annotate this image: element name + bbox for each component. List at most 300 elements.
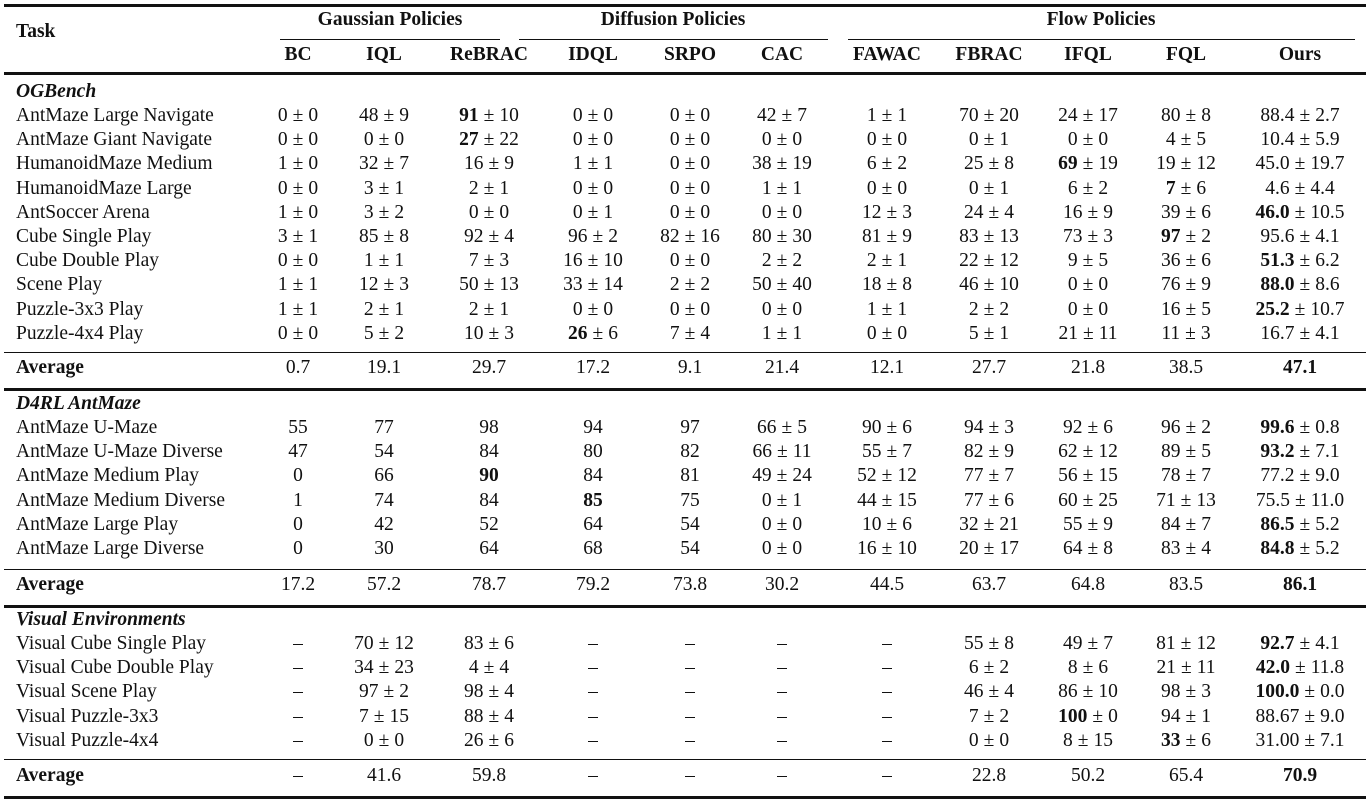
score-mean: 32 [359,153,379,175]
score-std: 11 [1196,657,1216,679]
plus-minus-symbol: ± [1180,177,1192,199]
score-mean: 0 [669,177,680,199]
plus-minus-symbol: ± [684,129,696,151]
score-std: 0 [792,513,803,535]
score-mean: – [882,705,892,727]
plus-minus-symbol: ± [1295,489,1306,511]
score-cell [278,104,318,128]
score-cell [1161,225,1211,249]
score-mean: 66 [374,465,394,487]
score-mean: 1 [761,177,772,199]
score-cell [1256,489,1344,513]
score-mean: 0 [363,729,374,751]
score-mean: 16 [1161,298,1181,320]
score-std: 2 [999,705,1010,727]
score-mean: 26 [464,729,484,751]
plus-minus-symbol: ± [881,177,893,199]
score-cell [969,128,1009,152]
score-cell [685,656,695,680]
score-cell [1068,177,1108,201]
score-std: 10 [1098,681,1118,703]
plus-minus-symbol: ± [776,322,788,344]
score-std: 0 [308,129,319,151]
plus-minus-symbol: ± [781,417,793,438]
average-value: 57.2 [366,574,402,595]
score-mean: 80 [752,226,772,247]
average-value: – [588,765,598,786]
plus-minus-symbol: ± [483,177,495,199]
average-value: 83.5 [1168,574,1204,595]
score-mean: 0 [968,129,979,151]
score-mean: 16 [464,153,484,175]
score-mean: 34 [354,657,374,679]
score-std: 30 [792,226,812,247]
plus-minus-symbol: ± [383,153,395,175]
plus-minus-symbol: ± [988,465,1000,487]
score-std: 0 [700,298,711,320]
plus-minus-symbol: ± [983,177,995,199]
score-mean: 0 [761,298,772,320]
score-cell [1068,128,1108,152]
plus-minus-symbol: ± [886,274,898,296]
plus-minus-symbol: ± [292,153,304,175]
score-std: 7 [902,441,912,463]
score-mean: 24 [964,201,984,223]
plus-minus-symbol: ± [684,274,696,296]
score-mean: 77 [964,465,984,487]
score-mean: 46.0 [1255,201,1290,223]
plus-minus-symbol: ± [684,177,696,199]
score-mean: 74 [374,489,394,511]
plus-minus-symbol: ± [592,226,604,247]
score-cell [364,322,404,346]
task-name: AntMaze U-Maze [16,417,158,438]
score-cell [293,729,303,753]
score-std: 11.0 [1310,489,1345,511]
score-std: 1 [308,274,319,296]
plus-minus-symbol: ± [483,105,495,126]
plus-minus-symbol: ± [378,657,390,679]
average-value: 47.1 [1282,357,1318,378]
score-mean: 18 [862,274,882,296]
score-cell [588,656,598,680]
plus-minus-symbol: ± [488,633,500,654]
score-cell [969,729,1009,753]
score-mean: 4 [468,657,479,679]
score-cell [278,128,318,152]
score-cell [588,705,598,729]
plus-minus-symbol: ± [488,322,500,344]
score-mean: 42.0 [1255,657,1291,679]
score-mean: 88.0 [1260,274,1295,296]
score-cell [964,416,1014,440]
score-mean: 36 [1161,250,1181,272]
score-mean: 16 [857,538,877,559]
plus-minus-symbol: ± [776,201,788,223]
score-mean: 2 [363,298,374,320]
score-std: 2 [999,298,1010,320]
task-name: AntMaze Large Navigate [16,105,214,126]
average-value: 17.2 [575,357,611,378]
average-value: 79.2 [575,574,611,595]
score-std: 11 [792,441,812,463]
plus-minus-symbol: ± [1299,465,1311,487]
score-cell [670,128,710,152]
score-std: 5 [797,417,807,438]
plus-minus-symbol: ± [1082,441,1094,463]
score-cell [374,440,394,464]
score-mean: 46 [964,681,984,703]
score-cell [278,273,318,297]
score-std: 2 [394,322,405,344]
score-cell [762,249,802,273]
score-mean: 82 [964,441,984,463]
score-mean: 49 [1063,633,1083,654]
score-std: 10.5 [1310,201,1345,223]
score-cell [359,705,409,729]
score-std: 0 [700,201,711,223]
score-cell [1058,464,1118,488]
score-mean: 0 [293,465,303,487]
average-value: 70.9 [1282,765,1318,786]
score-cell [1058,104,1118,128]
score-std: 0 [603,298,614,320]
score-cell [469,201,509,225]
plus-minus-symbol: ± [488,153,500,175]
score-cell [867,298,907,322]
score-std: 1 [394,177,405,199]
plus-minus-symbol: ± [684,298,696,320]
plus-minus-symbol: ± [383,274,395,296]
score-mean: 1 [293,489,303,511]
score-std: 7.1 [1320,729,1345,751]
score-mean: 5 [363,322,374,344]
plus-minus-symbol: ± [383,105,395,126]
plus-minus-symbol: ± [983,298,995,320]
plus-minus-symbol: ± [776,465,788,487]
average-value: – [777,765,787,786]
score-mean: 55 [1063,513,1083,535]
score-std: 4 [504,705,514,727]
plus-minus-symbol: ± [1299,250,1311,272]
score-cell [670,201,710,225]
plus-minus-symbol: ± [1180,129,1192,151]
plus-minus-symbol: ± [1180,633,1192,654]
score-std: 8 [902,274,912,296]
plus-minus-symbol: ± [373,705,385,727]
plus-minus-symbol: ± [988,201,1000,223]
score-mean: 92.7 [1260,633,1295,654]
score-std: 5 [1098,250,1109,272]
score-std: 0 [1098,129,1109,151]
score-mean: 1 [761,322,772,344]
score-mean: 84 [1161,513,1181,535]
score-std: 1 [999,177,1010,199]
score-cell [464,152,514,176]
score-std: 0 [603,129,614,151]
plus-minus-symbol: ± [383,681,395,703]
score-mean: 4.6 [1265,177,1290,199]
average-value: 0.7 [285,357,311,378]
score-std: 0 [308,322,319,344]
plus-minus-symbol: ± [587,177,599,199]
column-header-bc: BC [284,44,312,65]
score-mean: 75 [680,489,700,511]
plus-minus-symbol: ± [1087,417,1099,438]
score-std: 6.2 [1315,250,1340,272]
score-std: 10 [499,105,519,126]
score-std: 9.0 [1315,465,1340,487]
score-std: 10.7 [1310,298,1345,320]
score-cell [777,656,787,680]
score-cell [685,680,695,704]
group-cmidrule [519,39,828,40]
score-cell [1260,440,1339,464]
score-std: 0 [308,201,319,223]
score-cell [573,177,613,201]
score-mean: – [685,705,695,727]
score-std: 6 [504,729,514,751]
score-std: 1 [308,298,319,320]
score-mean: 54 [374,441,394,463]
plus-minus-symbol: ± [881,538,893,559]
average-value: 44.5 [869,574,905,595]
score-mean: 0 [277,105,288,126]
score-mean: 84 [479,441,499,463]
score-mean: 70 [959,105,979,126]
plus-minus-symbol: ± [781,105,793,126]
score-mean: 95.6 [1260,226,1295,247]
score-mean: 78 [1161,465,1181,487]
score-mean: 48 [359,105,379,126]
score-cell [479,489,499,513]
score-cell [278,152,318,176]
score-cell [862,201,912,225]
task-name: Visual Puzzle-3x3 [16,705,159,727]
score-std: 4.1 [1315,322,1340,344]
score-mean: 51.3 [1260,250,1295,272]
score-mean: 64 [583,513,603,535]
score-mean: 94 [583,417,603,438]
plus-minus-symbol: ± [684,322,696,344]
score-cell [1256,680,1345,704]
score-mean: 100.0 [1255,681,1300,703]
group-header-diffusion-policies: Diffusion Policies [600,9,746,30]
score-cell [278,249,318,273]
score-mean: 5 [968,322,979,344]
score-std: 3 [399,274,409,296]
score-cell [354,656,414,680]
score-cell [757,104,807,128]
plus-minus-symbol: ± [292,129,304,151]
score-cell [464,225,514,249]
average-label: Average [16,574,84,595]
score-cell [680,416,700,440]
score-std: 1 [603,201,614,223]
score-mean: 21 [1058,322,1079,344]
plus-minus-symbol: ± [587,129,599,151]
score-cell [374,464,394,488]
score-mean: 22 [959,250,979,272]
score-mean: 6 [968,657,979,679]
average-value: 59.8 [471,765,507,786]
score-mean: – [777,729,787,751]
score-cell [459,104,519,128]
score-cell [469,298,509,322]
score-std: 4 [504,226,514,247]
score-mean: 45.0 [1255,153,1290,175]
score-cell [464,322,514,346]
score-cell [573,128,613,152]
score-mean: 38 [752,153,772,175]
score-cell [882,632,892,656]
score-mean: 96 [568,226,588,247]
score-std: 12 [999,250,1019,272]
top-rule [4,4,1366,7]
score-cell [293,489,303,513]
task-name: AntSoccer Arena [16,201,150,223]
column-header-ifql: IFQL [1064,44,1112,65]
score-mean: 0 [669,129,680,151]
score-cell [364,729,404,753]
score-cell [293,680,303,704]
score-std: 3 [1201,681,1211,703]
plus-minus-symbol: ± [776,298,788,320]
score-mean: 97 [359,681,379,703]
average-value: 22.8 [971,765,1007,786]
score-mean: 33 [563,274,583,296]
score-cell [685,705,695,729]
score-cell [1063,513,1113,537]
plus-minus-symbol: ± [488,729,500,751]
score-cell [882,705,892,729]
score-mean: 1 [277,274,288,296]
plus-minus-symbol: ± [1077,729,1089,751]
score-std: 10 [999,274,1019,296]
average-value: 21.8 [1070,357,1106,378]
score-std: 1 [999,129,1010,151]
score-cell [867,177,907,201]
score-std: 16 [700,226,720,247]
plus-minus-symbol: ± [983,129,995,151]
score-mean: – [293,657,303,679]
plus-minus-symbol: ± [292,274,304,296]
task-name: Visual Cube Single Play [16,633,207,654]
task-name: AntMaze Medium Play [16,465,200,487]
plus-minus-symbol: ± [378,129,390,151]
score-cell [464,705,514,729]
plus-minus-symbol: ± [587,105,599,126]
score-std: 9 [1201,274,1211,296]
score-mean: 81 [680,465,700,487]
plus-minus-symbol: ± [488,705,500,727]
score-cell [862,225,912,249]
plus-minus-symbol: ± [587,153,599,175]
score-mean: 100 [1058,705,1088,727]
score-std: 4.1 [1315,226,1340,247]
score-mean: 1 [277,153,288,175]
score-mean: 0 [277,250,288,272]
score-cell [1068,249,1108,273]
plus-minus-symbol: ± [483,129,495,151]
plus-minus-symbol: ± [292,201,304,223]
plus-minus-symbol: ± [1299,633,1311,654]
score-mean: – [293,633,303,654]
score-std: 0 [1098,298,1109,320]
score-mean: 32 [959,513,979,535]
score-std: 1 [897,250,908,272]
score-cell [1256,656,1344,680]
plus-minus-symbol: ± [881,298,893,320]
score-mean: 77 [374,417,394,438]
plus-minus-symbol: ± [1185,322,1196,344]
score-std: 1 [792,322,803,344]
section-average-rule [4,352,1366,353]
score-std: 15 [1093,729,1113,751]
score-mean: 10 [464,322,484,344]
score-mean: 0 [866,129,877,151]
plus-minus-symbol: ± [378,298,390,320]
score-cell [359,680,409,704]
score-mean: – [588,705,598,727]
plus-minus-symbol: ± [1185,465,1197,487]
plus-minus-symbol: ± [1087,538,1099,559]
score-cell [959,249,1019,273]
score-cell [464,632,514,656]
score-std: 0 [1098,274,1109,296]
score-mean: 12 [359,274,379,296]
plus-minus-symbol: ± [1082,129,1094,151]
score-cell [1161,298,1211,322]
score-cell [959,537,1019,561]
score-cell [680,440,700,464]
score-std: 5 [1201,298,1211,320]
score-mean: 0 [277,322,288,344]
score-cell [364,128,404,152]
score-std: 6 [902,417,912,438]
plus-minus-symbol: ± [776,250,788,272]
score-cell [964,201,1014,225]
score-cell [867,104,907,128]
score-std: 0 [700,177,711,199]
score-std: 0 [897,129,908,151]
score-mean: 0 [468,201,479,223]
plus-minus-symbol: ± [1299,129,1311,151]
score-std: 4 [1004,201,1014,223]
score-cell [1058,489,1118,513]
score-std: 0 [792,538,803,559]
score-cell [364,177,404,201]
score-mean: 0 [866,177,877,199]
plus-minus-symbol: ± [1087,633,1099,654]
column-header-rebrac: ReBRAC [450,44,528,65]
score-cell [969,656,1009,680]
score-cell [762,537,802,561]
score-cell [359,225,409,249]
score-mean: 0 [761,129,772,151]
score-cell [568,322,618,346]
score-cell [583,537,603,561]
average-value: 73.8 [672,574,708,595]
score-mean: 99.6 [1260,417,1295,438]
score-cell [568,225,618,249]
score-std: 0 [700,105,711,126]
plus-minus-symbol: ± [1185,105,1197,126]
score-std: 9 [1103,513,1113,535]
score-cell [777,729,787,753]
score-mean: 0 [1067,298,1078,320]
score-cell [1161,273,1211,297]
